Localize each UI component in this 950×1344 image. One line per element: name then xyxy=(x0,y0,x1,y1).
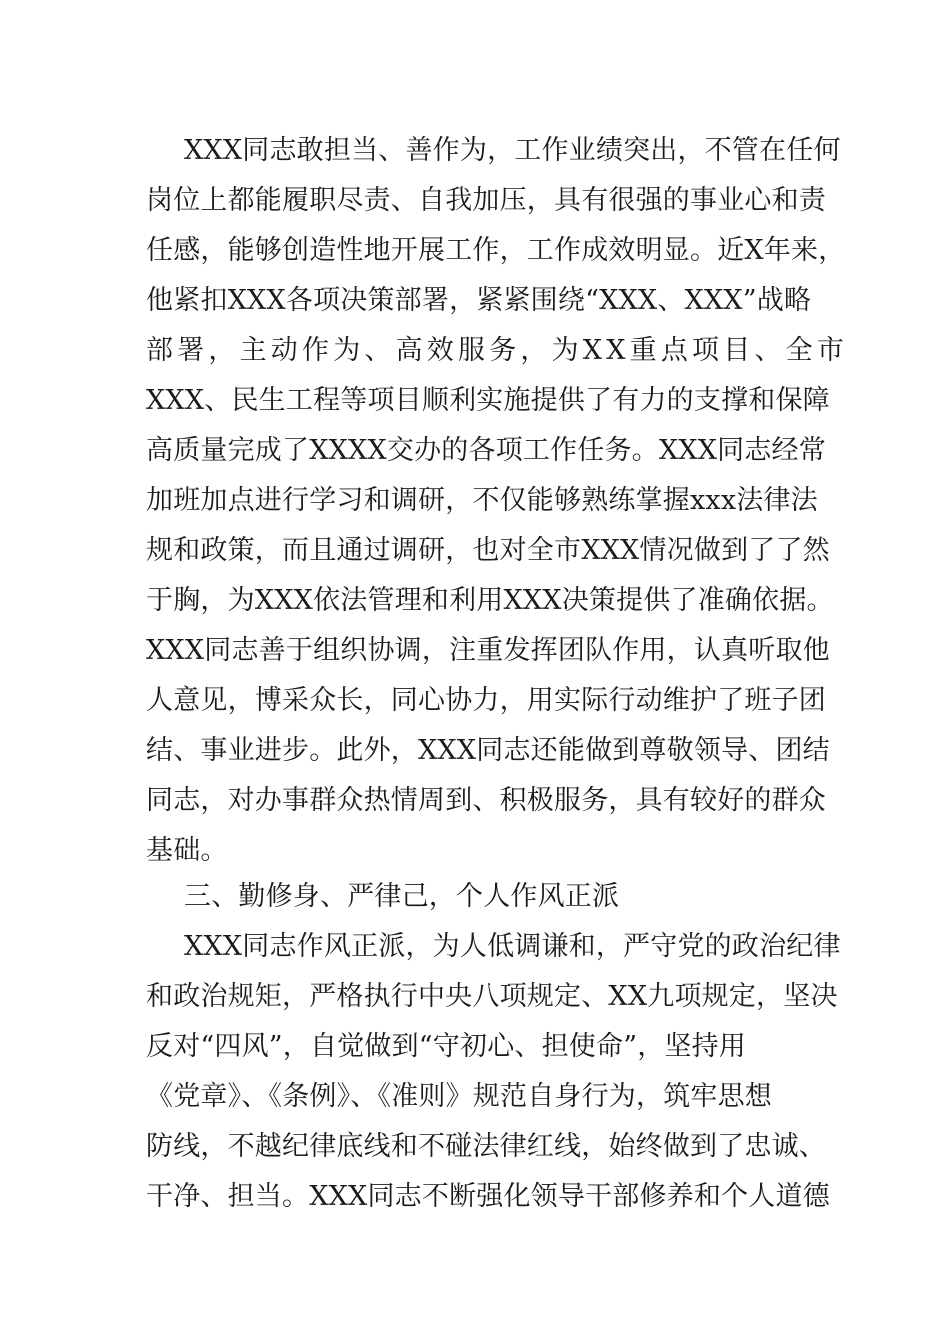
paragraph-line: 加班加点进行学习和调研，不仅能够熟练掌握xxx法律法 xyxy=(146,485,818,516)
paragraph-line: 结、事业进步。此外，XXX同志还能做到尊敬领导、团结 xyxy=(146,735,830,766)
paragraph-line: 岗位上都能履职尽责、自我加压，具有很强的事业心和责 xyxy=(146,185,826,216)
section-heading: 三、勤修身、严律己，个人作风正派 xyxy=(184,881,620,912)
paragraph-line: 规和政策，而且通过调研，也对全市XXX情况做到了了然 xyxy=(146,535,830,566)
paragraph-line: 和政治规矩，严格执行中央八项规定、XX九项规定，坚决 xyxy=(146,981,838,1012)
paragraph-line: XXX同志敢担当、善作为，工作业绩突出，不管在任何 xyxy=(184,135,841,166)
paragraph-line: 同志，对办事群众热情周到、积极服务，具有较好的群众 xyxy=(146,785,826,816)
paragraph-line: 反对“四风”，自觉做到“守初心、担使命”，坚持用 xyxy=(146,1031,747,1062)
paragraph-line: XXX同志作风正派，为人低调谦和，严守党的政治纪律 xyxy=(184,931,841,962)
paragraph-line: 于胸，为XXX依法管理和利用XXX决策提供了准确依据。 xyxy=(146,585,834,616)
paragraph-line: 高质量完成了XXXX交办的各项工作任务。XXX同志经常 xyxy=(146,435,826,466)
paragraph-line: 干净、担当。XXX同志不断强化领导干部修养和个人道德 xyxy=(146,1181,830,1212)
paragraph-line: 任感，能够创造性地开展工作，工作成效明显。近X年来， xyxy=(146,235,846,266)
paragraph-line: 部署，主动作为、高效服务，为XX重点项目、全市 xyxy=(146,335,849,366)
paragraph-line: 他紧扣XXX各项决策部署，紧紧围绕“XXX、XXX”战略 xyxy=(146,285,812,316)
paragraph-line: XXX、民生工程等项目顺利实施提供了有力的支撑和保障 xyxy=(146,385,830,416)
paragraph-line: 基础。 xyxy=(146,835,228,866)
paragraph-line: XXX同志善于组织协调，注重发挥团队作用，认真听取他 xyxy=(146,635,830,666)
paragraph-line: 人意见，博采众长，同心协力，用实际行动维护了班子团 xyxy=(146,685,826,716)
paragraph-line: 防线，不越纪律底线和不碰法律红线，始终做到了忠诚、 xyxy=(146,1131,826,1162)
paragraph-line: 《党章》、《条例》、《准则》规范自身行为，筑牢思想 xyxy=(146,1081,772,1112)
